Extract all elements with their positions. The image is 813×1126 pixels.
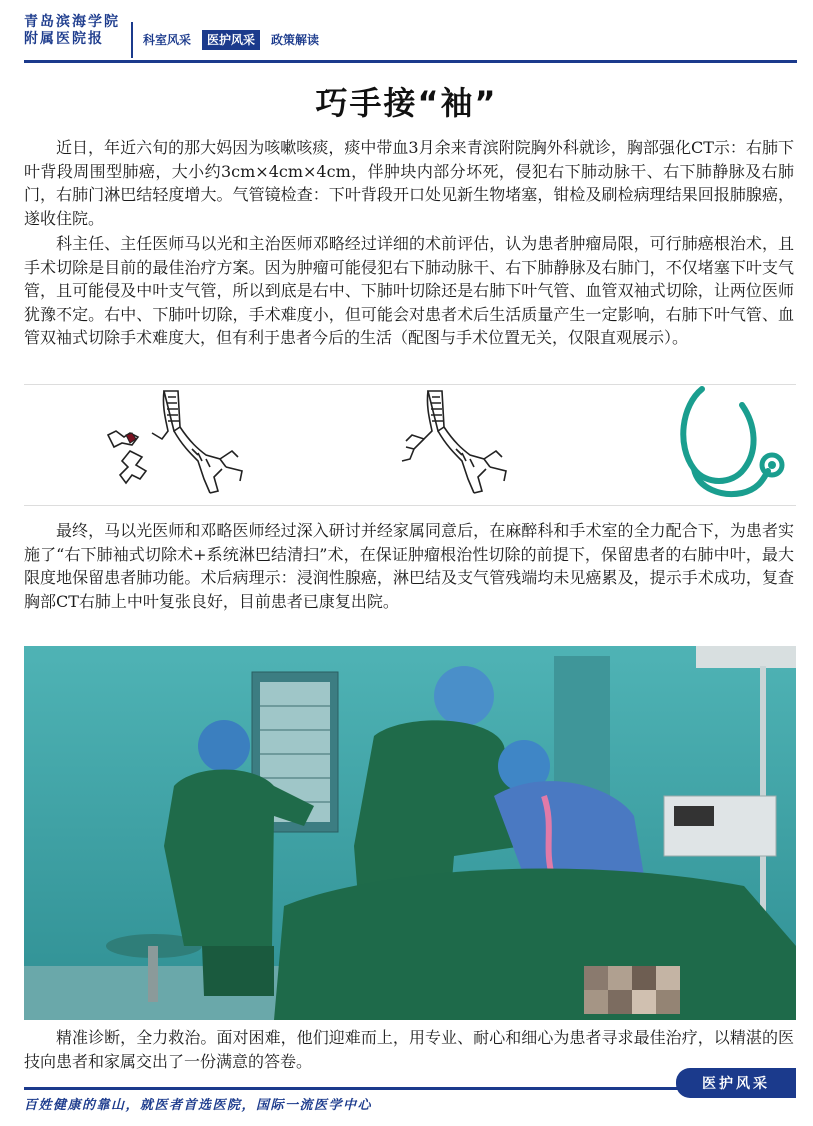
section-tabs <box>138 30 324 50</box>
stethoscope-icon <box>672 385 792 503</box>
bronchus-illustration <box>24 384 796 506</box>
tab-keshi[interactable]: 科室风采 <box>143 33 192 47</box>
header-rule <box>24 60 797 63</box>
bronchus-diagram-before <box>102 387 272 505</box>
article-title: 巧手接“袖” <box>315 84 498 122</box>
paragraph-3: 最终，马以光医师和邓略医师经过深入研讨并经家属同意后，在麻醉科和手术室的全力配合下，为患者实施了“右下肺袖式切除术+系统淋巴结清扫”术，在保证肿瘤根治性切除的前提下，保留患者的右肺中叶，最大限度地保留患者肺功能。术后病理示：浸润性腺癌，淋巴结及支气管残端均未见癌累及，提示手术成功，复查胸部CT右肺上中叶复张良好，目前患者已康复出院。 <box>24 521 794 611</box>
bronchus-diagram-after <box>384 387 544 505</box>
surgery-photo <box>24 646 796 1020</box>
header-divider <box>131 22 133 58</box>
footer-section-badge: 医护风采 <box>676 1068 796 1098</box>
tab-zhengce[interactable]: 政策解读 <box>271 33 320 47</box>
masthead-line-1: 青岛滨海学院 <box>24 14 120 30</box>
masthead-line-2: 附属医院报 <box>24 31 104 47</box>
footer-rule <box>24 1087 704 1090</box>
paragraph-1: 近日，年近六旬的那大妈因为咳嗽咳痰，痰中带血3月余来青滨附院胸外科就诊，胸部强化CT示：右肺下叶背段周围型肺癌，大小约3cm×4cm×4cm，伴肿块内部分坏死，侵犯右下肺动脉干、右下肺静脉及右肺门，右肺门淋巴结轻度增大。气管镜检查：下叶背段开口处见新生物堵塞，钳检及刷检病理结果回报肺腺癌，遂收住院。 <box>24 138 794 228</box>
masthead <box>24 14 132 48</box>
paragraph-2: 科主任、主任医师马以光和主治医师邓略经过详细的术前评估，认为患者肿瘤局限，可行肺癌根治术，且手术切除是目前的最佳治疗方案。因为肿瘤可能侵犯右下肺动脉干、右下肺静脉及右肺门，不仅堵塞下叶支气管，且可能侵及中叶支气管，所以到底是右中、下肺叶切除还是右肺下叶气管、血管双袖式切除，让两位医师犹豫不定。右中、下肺叶切除，手术难度小，但可能会对患者术后生活质量产生一定影响，右肺下叶气管、血管双袖式切除手术难度大，但有利于患者今后的生活（配图与手术位置无关，仅限直观展示）。 <box>24 234 794 347</box>
footer-slogan: 百姓健康的靠山，就医者首选医院，国际一流医学中心 <box>24 1098 373 1113</box>
tab-yihu[interactable]: 医护风采 <box>202 30 260 50</box>
paragraph-4: 精准诊断，全力救治。面对困难，他们迎难而上，用专业、耐心和细心为患者寻求最佳治疗，以精湛的医技向患者和家属交出了一份满意的答卷。 <box>24 1028 794 1071</box>
page-header <box>0 0 813 64</box>
